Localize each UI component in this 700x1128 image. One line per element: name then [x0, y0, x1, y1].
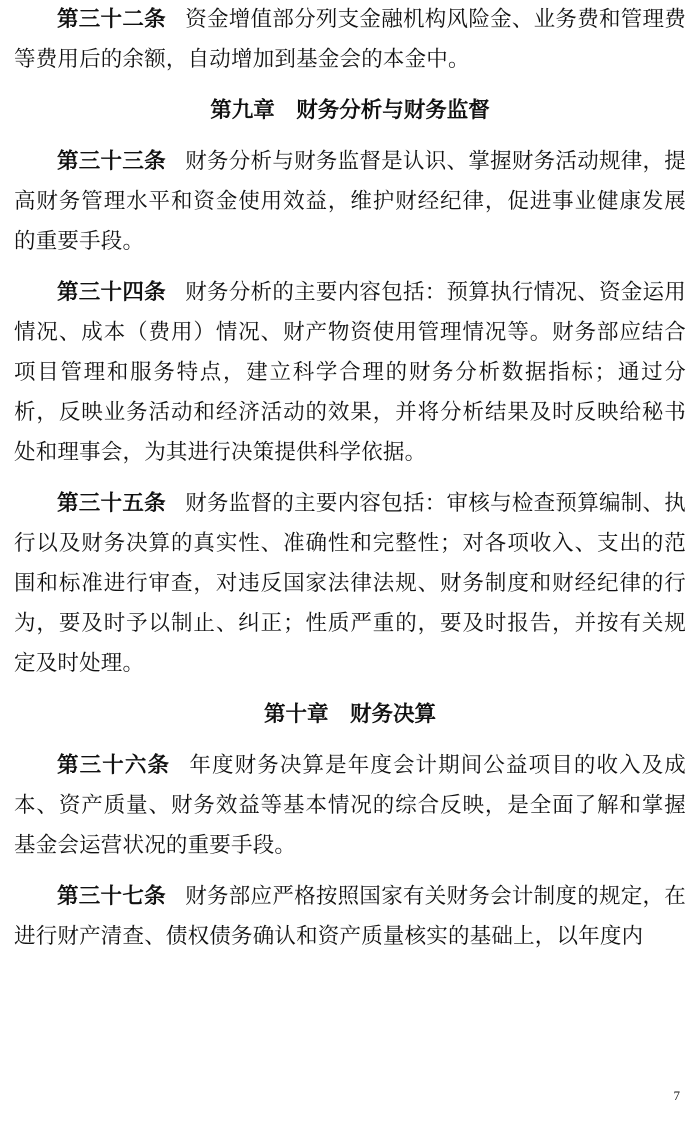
chapter-10-heading	[14, 695, 686, 735]
article-33	[14, 142, 686, 262]
article-number: 第三十六条	[57, 753, 171, 778]
article-number: 第三十二条	[57, 7, 166, 32]
document-page	[14, 0, 686, 968]
article-34	[14, 273, 686, 473]
article-number: 第三十三条	[57, 149, 166, 174]
chapter-number: 第十章	[263, 702, 329, 727]
chapter-number: 第九章	[210, 98, 275, 123]
article-number: 第三十七条	[57, 884, 166, 909]
article-32	[14, 0, 686, 80]
chapter-title: 财务分析与财务监督	[296, 98, 490, 123]
article-36	[14, 746, 686, 866]
chapter-9-heading	[14, 91, 686, 131]
article-number: 第三十四条	[57, 280, 166, 305]
article-text: 财务分析的主要内容包括：预算执行情况、资金运用情况、成本（费用）情况、财产物资使用管理情况等。财务部应结合项目管理和服务特点，建立科学合理的财务分析数据指标；通过分析，反映业务活动和经济活动的效果，并将分析结果及时反映给秘书处和理事会，为其进行决策提供科学依据。	[14, 280, 686, 465]
article-text: 年度财务决算是年度会计期间公益项目的收入及成本、资产质量、财务效益等基本情况的综合反映，是全面了解和掌握基金会运营状况的重要手段。	[14, 753, 686, 858]
article-text: 财务分析与财务监督是认识、掌握财务活动规律，提高财务管理水平和资金使用效益，维护财经纪律，促进事业健康发展的重要手段。	[14, 149, 686, 254]
article-37	[14, 877, 686, 957]
article-number: 第三十五条	[57, 491, 166, 516]
article-text: 财务部应严格按照国家有关财务会计制度的规定，在进行财产清查、债权债务确认和资产质量核实的基础上，以年度内	[14, 884, 686, 949]
chapter-title: 财务决算	[350, 702, 437, 727]
article-text: 财务监督的主要内容包括：审核与检查预算编制、执行以及财务决算的真实性、准确性和完整性；对各项收入、支出的范围和标准进行审查，对违反国家法律法规、财务制度和财经纪律的行为，要及时予以制止、纠正；性质严重的，要及时报告，并按有关规定及时处理。	[14, 491, 686, 676]
page-number: 7	[673, 1088, 680, 1103]
article-text: 资金增值部分列支金融机构风险金、业务费和管理费等费用后的余额，自动增加到基金会的本金中。	[14, 7, 686, 72]
article-35	[14, 484, 686, 684]
